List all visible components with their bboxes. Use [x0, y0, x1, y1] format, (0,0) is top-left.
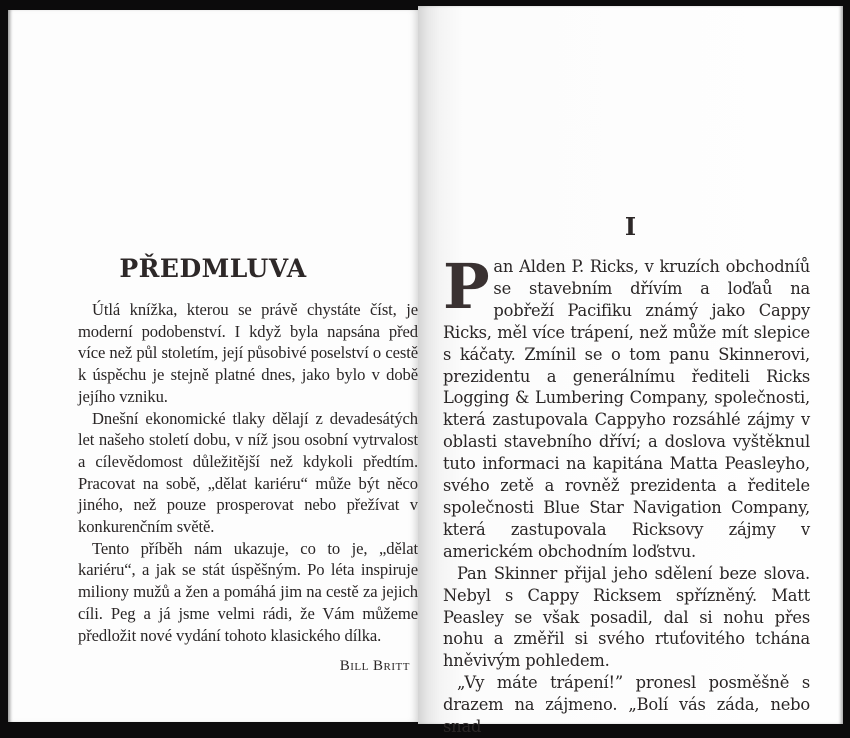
drop-cap: P	[443, 250, 490, 323]
preface-title: PŘEDMLUVA	[119, 254, 307, 283]
chapter-paragraph: „Vy máte trápení!” pronesl posměšně s drazem na zájmeno. „Bolí vás záda, nebo snad	[443, 673, 810, 737]
chapter-body	[443, 250, 810, 738]
first-paragraph-text: an Alden P. Ricks, v kruzích obchodníů se stavebním dřívím a loďaů na pobřeží Pacifiku známý jako Cappy Ricks, měl více trápení, než může mít slepice s káčaty. Zmínil se o tom panu Skinnerovi, prezidentu a generálnímu řediteli Ricks Logging & Lumbering Company, společnosti, která zastupovala Cappyho rozsáhlé zájmy v oblasti stavebního dříví; a doslova vyštěknul tuto informaci na kapitána Matta Peasleyho, svého zetě a rovněž prezidenta a ředitele společnosti Blue Star Navigation Company, která zastupovala Ricksovy zájmy v americkém obchodním loďstvu.	[443, 257, 810, 561]
preface-signature: Bill Britt	[339, 658, 410, 674]
chapter-first-paragraph	[443, 250, 810, 563]
preface-paragraph: Dnešní ekonomické tlaky dělají z devadesátých let našeho století dobu, v níž jsou osobní vytrvalost a cílevědomost důležitější než kdykoli předtím. Pracovat na sobě, „dělat kariéru“ může být něco jiného, než pouze prosperovat nebo přežívat v konkurenčním světě.	[78, 408, 418, 537]
left-page	[8, 10, 418, 722]
chapter-number: I	[624, 212, 637, 241]
preface-paragraph: Útlá knížka, kterou se právě chystáte číst, je moderní podobenství. I když byla napsána před více než půl stoletím, její působivé poselství o cestě k úspěchu je stejně platné dnes, jako bylo v době jejího vzniku.	[78, 300, 418, 406]
right-page	[418, 6, 843, 737]
preface-paragraph: Tento příběh nám ukazuje, co to je, „dělat kariéru“, a jak se stát úspěšným. Po léta inspiruje miliony mužů a žen a pomáhá jim na cestě za jejich cíli. Peg a já jsme velmi rádi, že Vám můžeme předložit nové vydání tohoto klasického dílka.	[78, 538, 418, 645]
chapter-paragraph: Pan Skinner přijal jeho sdělení beze slova. Nebyl s Cappy Ricksem spřízněný. Matt Peasley se však posadil, dal si nohu přes nohu a změřil si svého rtuťovitého tchána hněvivým pohledem.	[443, 563, 810, 671]
preface-body	[78, 299, 418, 646]
